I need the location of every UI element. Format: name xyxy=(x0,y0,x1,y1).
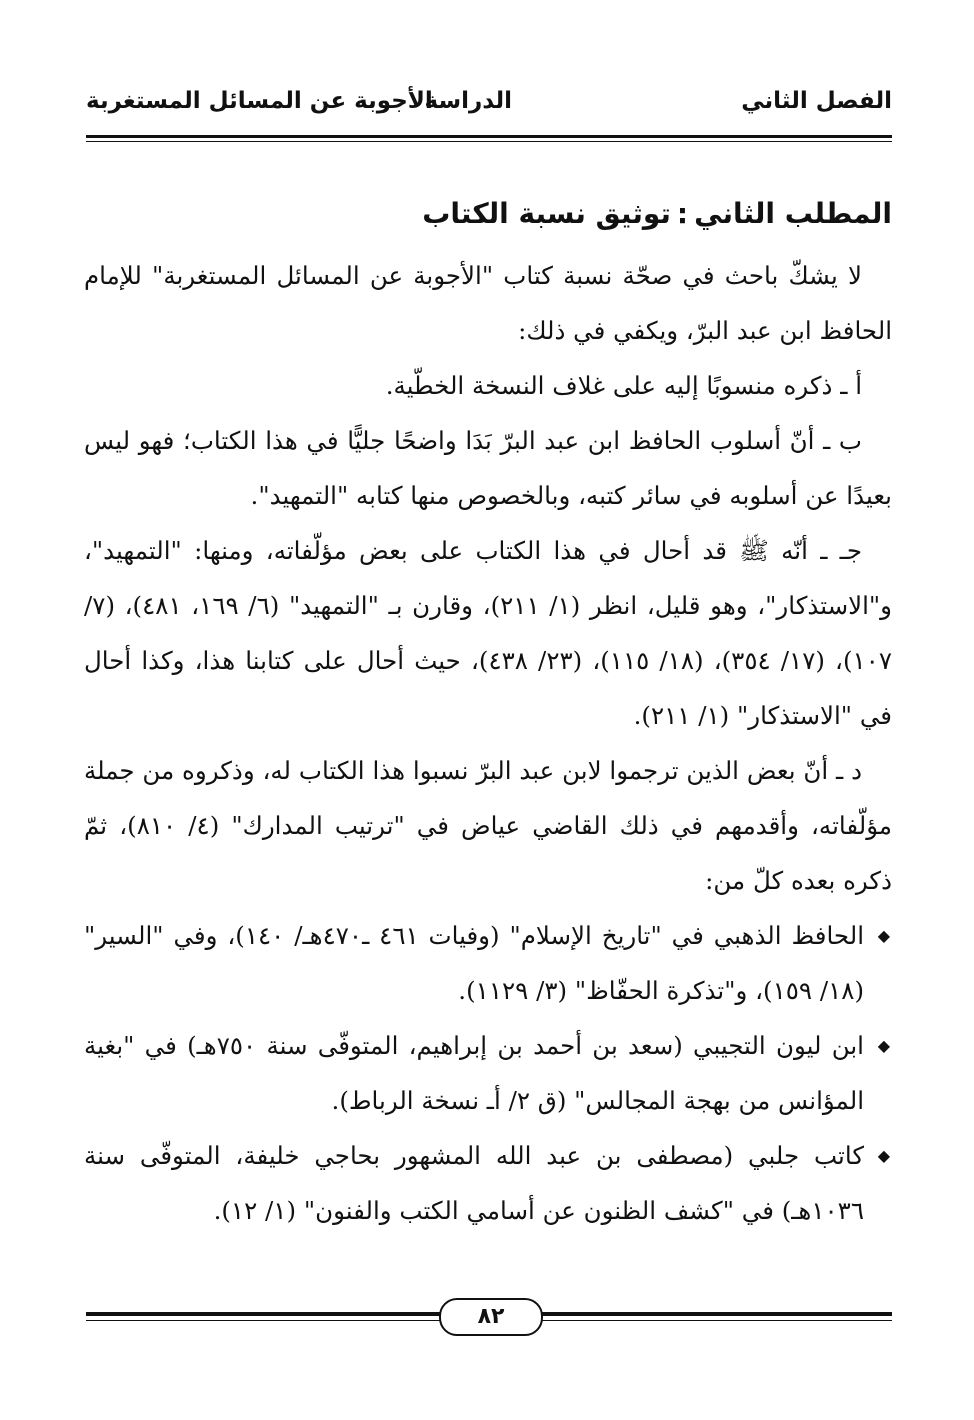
reference-text: كاتب جلبي (مصطفى بن عبد الله المشهور بحاجي خليفة، المتوفّى سنة ١٠٣٦هـ) في "كشف الظنون عن أسامي الكتب والفنون" (١/ ١٢). xyxy=(84,1141,864,1225)
reference-text: ابن ليون التجيبي (سعد بن أحمد بن إبراهيم، المتوفّى سنة ٧٥٠هـ) في "بغية المؤانس من بهجة المجالس" (ق ٢/ أـ نسخة الرباط). xyxy=(84,1031,864,1115)
running-header xyxy=(86,88,892,128)
paragraph-point-d: د ـ أنّ بعض الذين ترجموا لابن عبد البرّ نسبوا هذا الكتاب له، وذكروه من جملة مؤلّفاته، وأقدمهم في ذلك القاضي عياض في "ترتيب المدارك" (٤/ ٨١٠)، ثمّ ذكره بعده كلّ من: xyxy=(84,756,892,895)
paragraph-intro: لا يشكّ باحث في صحّة نسبة كتاب "الأجوبة عن المسائل المستغربة" للإمام الحافظ ابن عبد البرّ، ويكفي في ذلك: xyxy=(84,261,892,345)
section-title-separator: : xyxy=(676,197,689,230)
page-body xyxy=(84,192,892,1238)
paragraph-point-a: أ ـ ذكره منسوبًا إليه على غلاف النسخة الخطّية. xyxy=(385,371,862,400)
section-title-text: توثيق نسبة الكتاب xyxy=(422,197,671,230)
reference-text: الحافظ الذهبي في "تاريخ الإسلام" (وفيات ٤٦١ ـ٤٧٠هـ/ ١٤٠)، وفي "السير" (١٨/ ١٥٩)، و"تذكرة الحفّاظ" (٣/ ١١٢٩). xyxy=(84,921,865,1005)
header-book-title: الأجوبة عن المسائل المستغربة xyxy=(86,88,433,114)
diamond-bullet-icon: ◆ xyxy=(877,1036,890,1055)
section-title xyxy=(84,192,892,236)
header-rule xyxy=(86,135,892,138)
header-chapter: الفصل الثاني xyxy=(741,88,892,114)
paragraph-point-c: جـ ـ أنّه ﷺ قد أحال في هذا الكتاب على بعض مؤلّفاته، ومنها: "التمهيد"، و"الاستذكار"، وهو قليل، انظر (١/ ٢١١)، وقارن بـ "التمهيد" (٦/ ١٦٩، ٤٨١)، (٧/ ١٠٧)، (١٧/ ٣٥٤)، (١٨/ ١١٥)، (٢٣/ ٤٣٨)، حيث أحال على كتابنا هذا، وكذا أحال في "الاستذكار" (١/ ٢١١). xyxy=(84,536,893,730)
diamond-bullet-icon: ◆ xyxy=(877,926,890,945)
page-footer xyxy=(86,1296,892,1336)
list-item xyxy=(84,1018,892,1128)
paragraph-point-b: ب ـ أنّ أسلوب الحافظ ابن عبد البرّ بَدَا واضحًا جليًّا في هذا الكتاب؛ فهو ليس بعيدًا عن أسلوبه في سائر كتبه، وبالخصوص منها كتابه "التمهيد". xyxy=(84,426,892,510)
header-rule-thin xyxy=(86,141,892,142)
header-part: الدراسة xyxy=(424,88,512,114)
page-number: ٨٢ xyxy=(439,1298,543,1336)
list-item xyxy=(84,908,892,1018)
section-title-label: المطلب الثاني xyxy=(694,197,892,230)
reference-list xyxy=(84,908,892,1238)
list-item xyxy=(84,1128,892,1238)
diamond-bullet-icon: ◆ xyxy=(877,1146,890,1165)
